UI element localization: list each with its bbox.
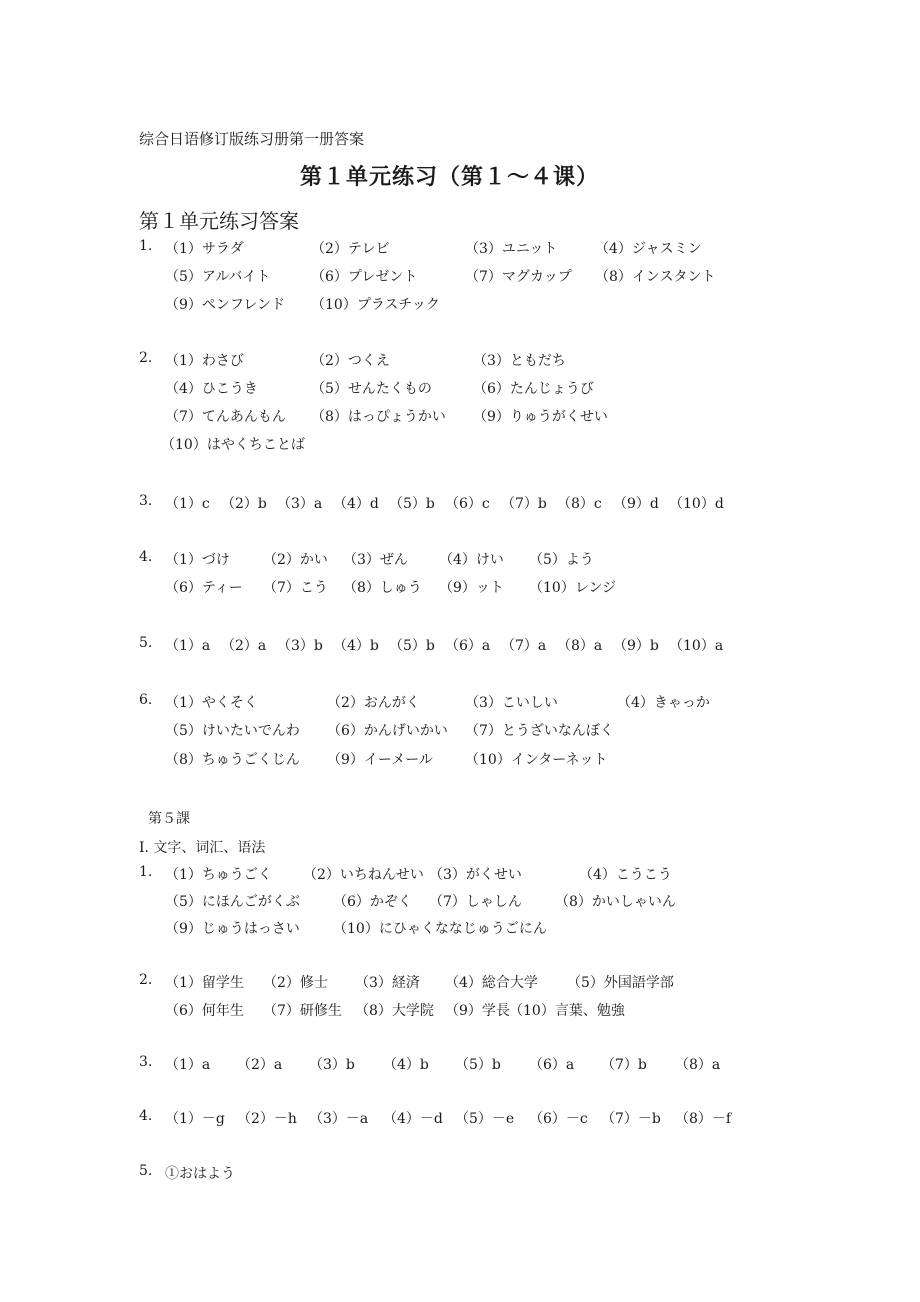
answer-item: （6）かぞく [333,894,412,910]
answer-row [139,378,839,398]
answer-item: （5）b [455,1057,501,1073]
answer-item: （1）やくそく [165,695,258,711]
lesson5-row [139,1108,839,1128]
item-number: 5. [139,635,153,651]
answer-item: （9）ット [439,580,504,596]
answer-item: （7）a [501,638,547,654]
answer-item: （7）－b [601,1111,661,1127]
answer-row [139,549,839,569]
answer-item: （4）d [333,496,379,512]
answer-item: （7）てんあんもん [165,409,286,425]
answer-item: （10）プラスチック [311,297,440,313]
answer-item: （2）おんがく [327,695,420,711]
answer-row [139,749,839,769]
unit-title: 第１单元练习（第１～４课） [300,165,600,190]
item-number: 2. [139,350,153,366]
item-number: 4. [139,549,153,565]
answer-item: （4）b [383,1057,429,1073]
item-number: 6. [139,692,153,708]
answer-row [139,406,839,426]
answer-item: （3）ともだち [473,353,566,369]
answer-row [139,238,839,258]
answer-item: （2）b [221,496,267,512]
answer-item: （1）わさび [165,353,244,369]
item5-number: 5. [139,1163,153,1179]
answer-item: （8）大学院 [355,1003,434,1019]
answer-item: （6）c [445,496,490,512]
answer-item: （8）インスタント [595,269,716,285]
answer-item: （4）けい [439,552,504,568]
answer-item: （3）ぜん [343,552,408,568]
answer-item: （9）ペンフレンド [165,297,285,313]
answer-item: （6）何年生 [165,1003,244,1019]
answer-item: （8）a [557,638,603,654]
answer-item: （5）にほんごがくぶ [165,894,300,910]
answer-item: （1）ちゅうごく [165,867,272,883]
answer-item: （3）こいしい [465,695,558,711]
answer-item: （2）テレビ [311,241,390,257]
answer-item: （7）しゃしん [429,894,522,910]
item-number: 3. [139,493,153,509]
answer-row [139,493,839,513]
lesson5-row [139,1000,839,1020]
answer-item: （3）ユニット [465,241,558,257]
answer-item: （3）b [277,638,323,654]
answer-item: （5）b [389,638,435,654]
item-number: 2. [139,972,153,988]
answer-item: （4）b [333,638,379,654]
answer-item: （4）ひこうき [165,381,258,397]
answer-item: （7）b [501,496,547,512]
answer-item: （3）b [309,1057,355,1073]
answer-item: （4）ジャスミン [595,241,702,257]
answer-item: （10）レンジ [529,580,617,596]
answer-item: （4）こうこう [579,867,672,883]
item-number: 1. [139,864,153,880]
answer-item: （7）とうざいなんぼく [465,723,614,739]
answer-item: （6）かんげいかい [327,723,448,739]
lesson5-row [139,891,839,911]
answer-item: （1）a [165,1057,211,1073]
answer-row [139,720,839,740]
answer-item: （5）－e [455,1111,515,1127]
answer-item: （6）プレゼント [311,269,418,285]
answer-row [139,635,839,655]
answer-item: （9）りゅうがくせい [473,409,608,425]
lesson5-part-heading: I. 文字、词汇、语法 [139,840,266,856]
answer-item: （9）d [613,496,659,512]
lesson5-row [139,918,839,938]
answer-item: （1）づけ [165,552,230,568]
answer-item: （7）研修生 [263,1003,342,1019]
answer-item: （10）言葉、勉強 [509,1003,625,1019]
answer-item: （5）アルバイト [165,269,271,285]
answer-item: （2）a [221,638,267,654]
item-number: 1. [139,238,153,254]
answer-item: （6）たんじょうび [473,381,594,397]
document-title: 综合日语修订版练习册第一册答案 [139,130,365,148]
answer-item: （7）こう [263,580,328,596]
answer-item: （10）にひゃくななじゅうごにん [333,921,547,937]
answer-item: （3）a [277,496,323,512]
answer-item: （2）修士 [263,975,328,991]
lesson5-row [139,1054,839,1074]
answer-item: （6）a [445,638,491,654]
answer-item: （4）総合大学 [445,975,538,991]
answer-item: （5）よう [529,552,594,568]
answer-item: （9）b [613,638,659,654]
answer-item: （6）ティー [165,580,243,596]
answer-item: （10）a [669,638,724,654]
answer-item: （4）きゃっか [617,695,710,711]
answer-item: （3）がくせい [429,867,522,883]
answer-item: （8）かいしゃいん [555,894,676,910]
item5-text: ①おはよう [165,1166,235,1182]
answer-item: （7）マグカップ [465,269,572,285]
answer-item: （9）イーメール [327,752,433,768]
answer-item: （10）インターネット [465,752,608,768]
answer-item: （5）せんたくもの [311,381,432,397]
answer-item: （10）d [669,496,724,512]
answer-row [139,692,839,712]
lesson5-heading: 第５課 [148,811,190,827]
answer-item: （4）－d [383,1111,443,1127]
answer-item: （2）－h [237,1111,297,1127]
answer-row [139,350,839,370]
answer-item: （2）a [237,1057,283,1073]
answer-item: （8）はっぴょうかい [311,409,446,425]
answer-item: （1）サラダ [165,241,244,257]
answer-item: （3）経済 [355,975,420,991]
item-number: 3. [139,1054,153,1070]
answer-item: （9）じゅうはっさい [165,921,300,937]
answer-item: （8）c [557,496,602,512]
answer-item: （7）b [601,1057,647,1073]
item-number: 4. [139,1108,153,1124]
answer-item: （1）留学生 [165,975,244,991]
answer-item: （8）しゅう [343,580,422,596]
answer-item: （6）a [529,1057,575,1073]
answer-item: （8）ちゅうごくじん [165,752,300,768]
answer-item: （1）－g [165,1111,225,1127]
lesson5-row [139,864,839,884]
answer-item: （8）a [675,1057,721,1073]
answer-row [139,294,839,314]
answer-item: （3）－a [309,1111,369,1127]
answer-item: （5）けいたいでんわ [165,723,300,739]
answers-heading: 第１单元练习答案 [139,209,299,233]
answer-item: （8）－f [675,1111,732,1127]
answer-item: （9）学長 [445,1003,510,1019]
lesson5-row [139,972,839,992]
answer-item: （1）c [165,496,210,512]
answer-row [139,577,839,597]
answer-item: （1）a [165,638,211,654]
answer-item: （6）－c [529,1111,588,1127]
answer-item: （2）つくえ [311,353,390,369]
answer-item: （10）はやくちことば [161,437,305,453]
answer-item: （2）いちねんせい [303,867,424,883]
answer-item: （5）b [389,496,435,512]
answer-row [139,266,839,286]
answer-item: （5）外国語学部 [567,975,674,991]
answer-item: （2）かい [263,552,328,568]
answer-row [139,434,839,454]
